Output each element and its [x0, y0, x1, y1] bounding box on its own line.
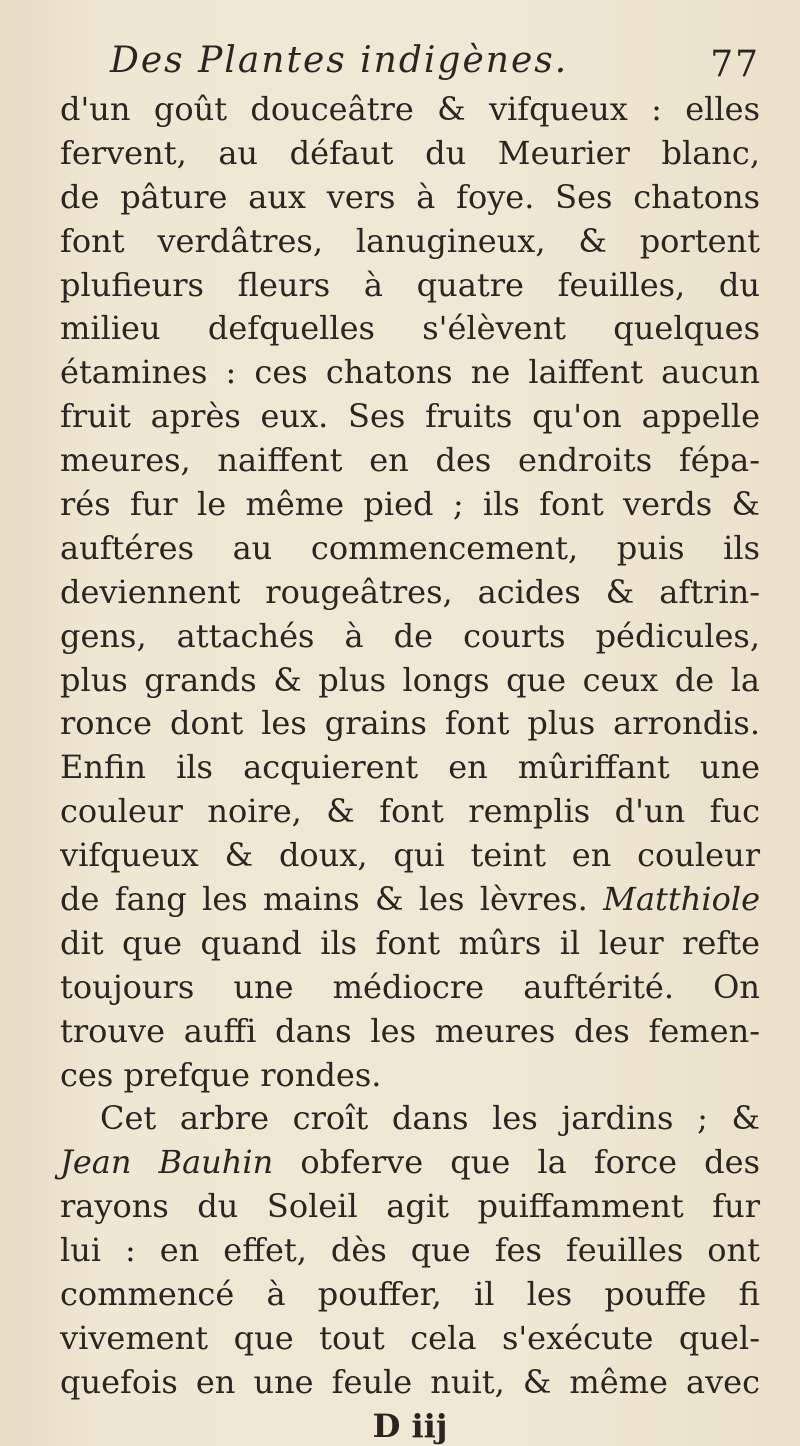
text-line: ronce dont les grains font plus arrondis.	[60, 704, 760, 743]
text-segment: de fang les mains & les lèvres.	[60, 880, 588, 919]
text-line: de pâture aux vers à foye. Ses chatons	[60, 177, 760, 216]
text-line-with-italic	[60, 1141, 760, 1185]
page-number: 77	[710, 44, 760, 85]
text-line: toujours une médiocre auftérité. On	[60, 967, 760, 1006]
italic-name-matthiole: Matthiole	[603, 880, 761, 919]
text-line: rayons du Soleil agit puiffamment fur	[60, 1187, 760, 1226]
text-line: d'un goût douceâtre & vifqueux : elles	[60, 90, 760, 128]
body-text	[60, 88, 760, 1446]
text-line: lui : en effet, dès que fes feuilles ont	[60, 1231, 760, 1270]
text-line: gens, attachés à de courts pédicules,	[60, 616, 760, 655]
text-line: couleur noire, & font remplis d'un fuc	[60, 792, 760, 831]
text-line: font verdâtres, lanugineux, & portent	[60, 221, 760, 260]
running-header	[110, 40, 760, 90]
text-line: milieu defquelles s'élèvent quelques	[60, 309, 760, 348]
text-line: meures, naiffent en des endroits fépa-	[60, 441, 760, 480]
text-line: ces prefque rondes.	[60, 1055, 382, 1094]
text-line: auftéres au commencement, puis ils	[60, 528, 760, 567]
text-line: deviennent rougeâtres, acides & aftrin-	[60, 572, 760, 611]
text-line: Enfin ils acquierent en mûriffant une	[60, 748, 760, 787]
text-line: Cet arbre croît dans les jardins ; &	[100, 1099, 760, 1138]
text-line: étamines : ces chatons ne laiffent aucun	[60, 353, 760, 392]
text-line: plufieurs fleurs à quatre feuilles, du	[60, 265, 760, 304]
text-line: trouve auffi dans les meures des femen-	[60, 1011, 760, 1050]
text-segment: obferve que la force des	[300, 1143, 761, 1182]
text-line: dit que quand ils font mûrs il leur refte	[60, 923, 760, 962]
text-line: commencé à pouffer, il les pouffe fi	[60, 1275, 760, 1314]
text-line: vivement que tout cela s'exécute quel-	[60, 1318, 760, 1357]
text-line: fruit après eux. Ses fruits qu'on appelle	[60, 397, 760, 436]
text-line-with-italic	[60, 878, 760, 922]
italic-name-jean-bauhin: Jean Bauhin	[60, 1143, 274, 1182]
text-line: quefois en une feule nuit, & même avec	[60, 1362, 760, 1401]
text-line: vifqueux & doux, qui teint en couleur	[60, 836, 760, 875]
text-line: plus grands & plus longs que ceux de la	[60, 660, 760, 699]
text-line: rés fur le même pied ; ils font verds &	[60, 485, 760, 524]
signature-mark: D iij	[372, 1406, 448, 1445]
running-title: Des Plantes indigènes.	[110, 40, 569, 81]
text-line: fervent, au défaut du Meurier blanc,	[60, 133, 760, 172]
